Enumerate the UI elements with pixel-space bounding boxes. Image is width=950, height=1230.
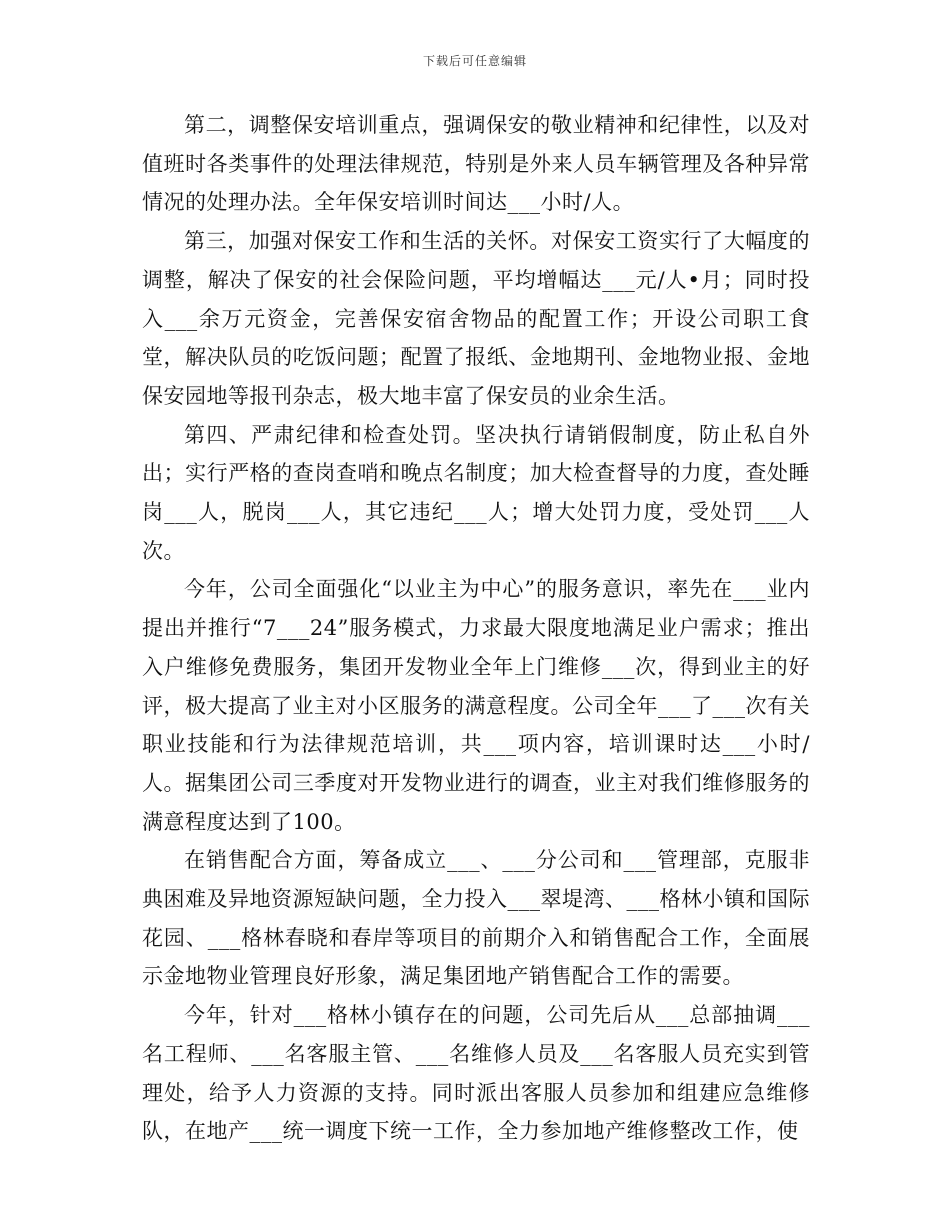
paragraph-service-awareness: 今年，公司全面强化“以业主为中心”的服务意识，率先在___业内提出并推行“7___24”服务模式，力求最大限度地满足业户需求；推出入户维修免费服务，集团开发物业全年上门维修___次，得到业主的好评，极大提高了业主对小区服务的满意程度。公司全年___了___次有关职业技能和行为法律规范培训，共___项内容，培训课时达___小时/人。据集团公司三季度对开发物业进行的调查，业主对我们维修服务的满意程度达到了100。: [142, 577, 810, 834]
paragraph-staff-support: 今年，针对___格林小镇存在的问题，公司先后从___总部抽调___名工程师、___名客服主管、___名维修人员及___名客服人员充实到管理处，给予人力资源的支持。同时派出客服人员参加和组建应急维修队，在地产___统一调度下统一工作，全力参加地产维修整改工作，使: [142, 1003, 810, 1144]
document-body: [142, 106, 810, 1151]
page-header-note: 下载后可任意编辑: [422, 54, 527, 68]
paragraph-sales-support: 在销售配合方面，筹备成立___、___分公司和___管理部，克服非典困难及异地资源短缺问题，全力投入___翠堤湾、___格林小镇和国际花园、___格林春晓和春岸等项目的前期介入和销售配合工作，全面展示金地物业管理良好形象，满足集团地产销售配合工作的需要。: [142, 848, 810, 989]
paragraph-security-training: 第二，调整保安培训重点，强调保安的敬业精神和纪律性，以及对值班时各类事件的处理法律规范，特别是外来人员车辆管理及各种异常情况的处理办法。全年保安培训时间达___小时/人。: [142, 113, 810, 215]
paragraph-discipline: 第四、严肃纪律和检查处罚。坚决执行请销假制度，防止私自外出；实行严格的查岗查哨和晚点名制度；加大检查督导的力度，查处睡岗___人，脱岗___人，其它违纪___人；增大处罚力度，受处罚___人次。: [142, 422, 810, 563]
paragraph-security-welfare: 第三，加强对保安工作和生活的关怀。对保安工资实行了大幅度的调整，解决了保安的社会保险问题，平均增幅达___元/人•月；同时投入___余万元资金，完善保安宿舍物品的配置工作；开设公司职工食堂，解决队员的吃饭问题；配置了报纸、金地期刊、金地物业报、金地保安园地等报刊杂志，极大地丰富了保安员的业余生活。: [142, 229, 810, 408]
